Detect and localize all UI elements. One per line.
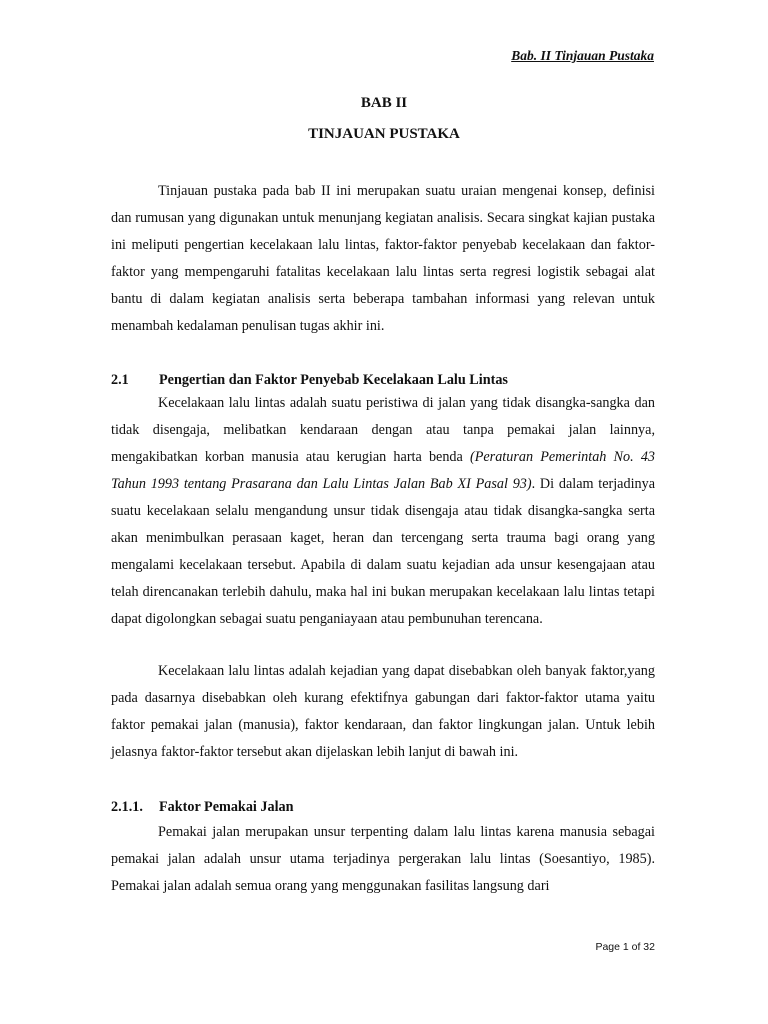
page-number: Page 1 of 32: [595, 941, 655, 953]
running-header: Bab. II Tinjauan Pustaka: [511, 48, 654, 63]
chapter-number: BAB II: [360, 95, 408, 111]
section-2-1-paragraph-1: [111, 390, 655, 633]
section-number: 2.1.1.: [111, 799, 143, 815]
intro-paragraph: Tinjauan pustaka pada bab II ini merupakan suatu uraian mengenai konsep, definisi dan rumusan yang digunakan untuk menunjang kegiatan analisis. Secara singkat kajian pustaka ini meliputi pengertian kecelakaan lalu lintas, faktor-faktor penyebab kecelakaan dan faktor-faktor yang mempengaruhi fatalitas kecelakaan lalu lintas serta regresi logistik sebagai alat bantu di dalam kegiatan analisis serta beberapa tambahan informasi yang relevan untuk menambah kedalaman penulisan tugas akhir ini.: [111, 183, 655, 334]
citation: (Peraturan Pemerintah No. 43 Tahun 1993 tentang Prasarana dan Lalu Lintas Jalan Bab XI Pasal 93): [111, 449, 656, 492]
chapter-title: TINJAUAN PUSTAKA: [308, 126, 460, 142]
section-title: Faktor Pemakai Jalan: [159, 799, 294, 815]
section-2-1-paragraph-2: Kecelakaan lalu lintas adalah kejadian yang dapat disebabkan oleh banyak faktor,yang pada dasarnya disebabkan oleh kurang efektifnya gabungan dari faktor-faktor utama yaitu faktor pemakai jalan (manusia), faktor kendaraan, dan faktor lingkungan jalan. Untuk lebih jelasnya faktor-faktor tersebut akan dijelaskan lebih lanjut di bawah ini.: [111, 663, 655, 760]
section-2-1-1-paragraph-1: Pemakai jalan merupakan unsur terpenting dalam lalu lintas karena manusia sebagai pemakai jalan adalah unsur utama terjadinya pergerakan lalu lintas (Soesantiyo, 1985). Pemakai jalan adalah semua orang yang menggunakan fasilitas langsung dari: [111, 824, 655, 894]
section-heading-2-1: [111, 370, 508, 390]
section-heading-2-1-1: [111, 797, 294, 817]
paragraph-text: . Di dalam terjadinya suatu kecelakaan selalu mengandung unsur tidak disengaja atau tidak disangka-sangka serta akan menimbulkan perasaan kaget, heran dan tercengang serta trauma bagi orang yang mengalami kecelakaan tersebut. Apabila di dalam suatu kejadian ada unsur kesengajaan atau telah direncanakan terlebih dahulu, maka hal ini bukan merupakan kecelakaan lalu lintas tetapi dapat digolongkan sebagai suatu penganiayaan atau pembunuhan terencana.: [111, 476, 655, 627]
section-title: Pengertian dan Faktor Penyebab Kecelakaan Lalu Lintas: [159, 372, 508, 388]
paragraph-text: Kecelakaan lalu lintas adalah suatu peristiwa di jalan yang tidak disangka-sangka dan tidak disengaja, melibatkan kendaraan dengan atau tanpa pemakai jalan lainnya, mengakibatkan korban manusia atau kerugian harta benda: [111, 395, 655, 465]
section-number: 2.1: [111, 372, 129, 388]
